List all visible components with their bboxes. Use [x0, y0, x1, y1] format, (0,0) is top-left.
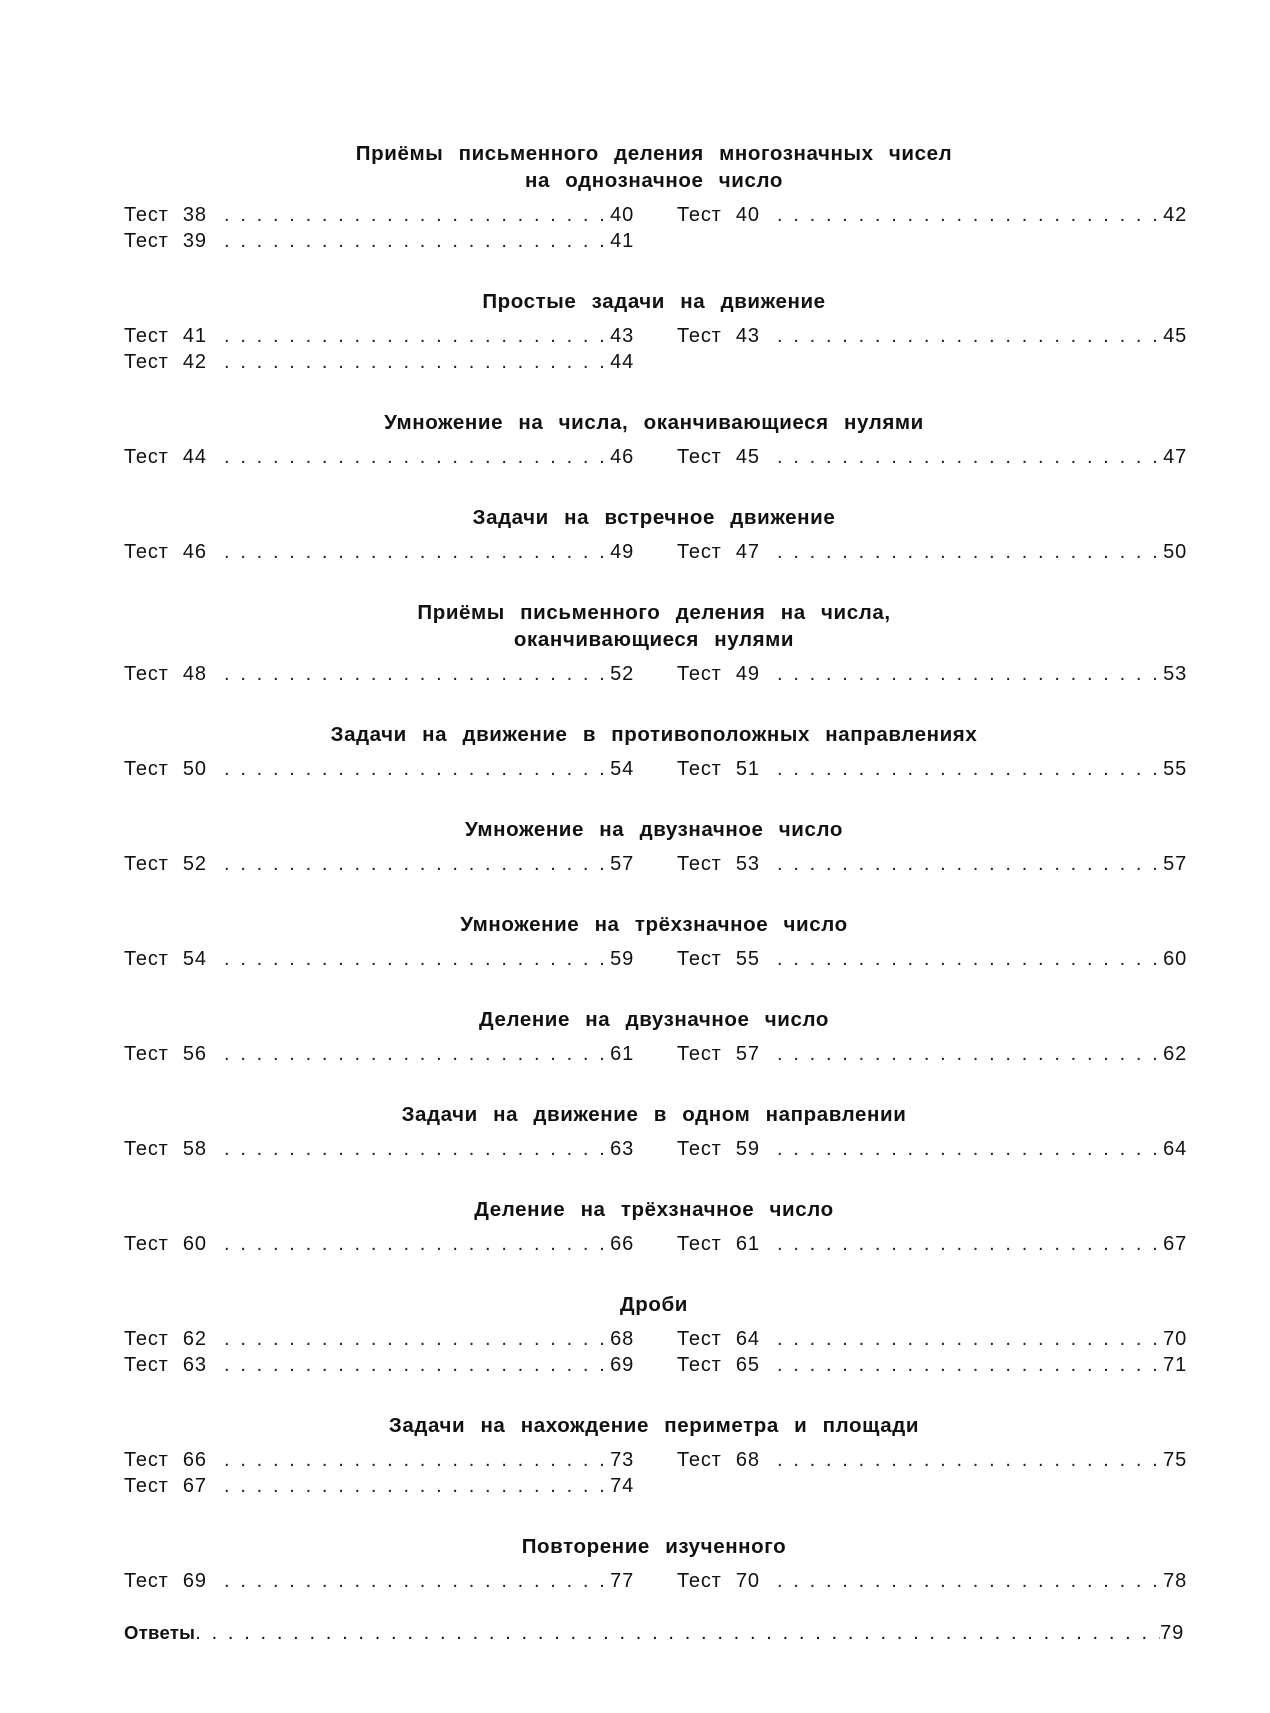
toc-entry[interactable]	[124, 228, 634, 254]
entry-label: Тест 55	[677, 948, 760, 970]
toc-entry[interactable]	[677, 756, 1187, 782]
toc-entry[interactable]	[124, 349, 634, 375]
toc-entry[interactable]	[677, 539, 1187, 565]
entry-column	[124, 756, 634, 782]
entry-label: Тест 68	[677, 1449, 760, 1471]
dot-leader	[224, 323, 608, 349]
entry-label: Тест 52	[124, 853, 207, 875]
toc-entry[interactable]	[124, 1447, 634, 1473]
dot-leader	[777, 444, 1161, 470]
dot-leader	[777, 1231, 1161, 1257]
entry-label: Тест 60	[124, 1233, 207, 1255]
entry-page-number: 44	[610, 351, 634, 373]
entry-label: Тест 61	[677, 1233, 760, 1255]
dot-leader	[224, 1447, 608, 1473]
entry-column	[677, 851, 1187, 877]
entry-row	[124, 851, 1187, 877]
entry-column	[677, 1231, 1187, 1257]
entry-column	[677, 202, 1187, 228]
entry-column	[124, 946, 634, 972]
toc-entry[interactable]	[677, 444, 1187, 470]
entry-row	[124, 1136, 1187, 1162]
entry-page-number: 53	[1163, 663, 1187, 685]
toc-section	[124, 140, 1187, 254]
section-title	[124, 1006, 1184, 1033]
section-title-line: Приёмы письменного деления на числа,	[417, 601, 891, 624]
toc-entry[interactable]	[124, 1326, 634, 1352]
entry-page-number: 49	[610, 541, 634, 563]
section-title-line: Деление на двузначное число	[479, 1008, 829, 1031]
toc-entry[interactable]	[124, 661, 634, 687]
entry-page-number: 74	[610, 1475, 634, 1497]
answers-page-number: 79	[1160, 1622, 1184, 1644]
toc-section	[124, 1006, 1187, 1067]
toc-entry[interactable]	[124, 202, 634, 228]
dot-leader	[777, 539, 1161, 565]
entry-column	[677, 756, 1187, 782]
dot-leader	[224, 756, 608, 782]
dot-leader	[777, 202, 1161, 228]
section-title-line: Умножение на трёхзначное число	[460, 913, 848, 936]
section-entries	[124, 851, 1187, 877]
section-entries	[124, 661, 1187, 687]
entry-label: Тест 66	[124, 1449, 207, 1471]
toc-entry[interactable]	[124, 539, 634, 565]
toc-entry[interactable]	[677, 1041, 1187, 1067]
entry-row	[124, 202, 1187, 228]
toc-entry[interactable]	[124, 851, 634, 877]
entry-row	[124, 1326, 1187, 1352]
dot-leader	[777, 851, 1161, 877]
entry-label: Тест 69	[124, 1570, 207, 1592]
entry-row	[124, 1568, 1187, 1594]
section-title	[124, 1101, 1184, 1128]
section-entries	[124, 202, 1187, 254]
dot-leader	[224, 946, 608, 972]
entry-column	[124, 323, 634, 349]
dot-leader	[224, 851, 608, 877]
section-entries	[124, 756, 1187, 782]
toc-entry[interactable]	[677, 661, 1187, 687]
entry-label: Тест 41	[124, 325, 207, 347]
section-title	[124, 504, 1184, 531]
toc-entry[interactable]	[124, 946, 634, 972]
dot-leader	[224, 1041, 608, 1067]
entry-column	[677, 1136, 1187, 1162]
section-title-line: Задачи на движение в противоположных направлениях	[330, 723, 978, 746]
toc-section	[124, 911, 1187, 972]
toc-sections	[124, 140, 1187, 1594]
section-entries	[124, 1568, 1187, 1594]
toc-entry[interactable]	[677, 851, 1187, 877]
entry-page-number: 59	[610, 948, 634, 970]
entry-column	[124, 202, 634, 228]
entry-column	[677, 323, 1187, 349]
toc-section	[124, 816, 1187, 877]
dot-leader	[777, 661, 1161, 687]
entry-page-number: 62	[1163, 1043, 1187, 1065]
entry-column	[677, 539, 1187, 565]
entry-label: Тест 56	[124, 1043, 207, 1065]
section-title-line: на однозначное число	[525, 169, 783, 192]
dot-leader	[224, 349, 608, 375]
entry-column	[124, 349, 634, 375]
entry-column	[124, 1041, 634, 1067]
entry-label: Тест 62	[124, 1328, 207, 1350]
dot-leader	[224, 661, 608, 687]
entry-column	[124, 539, 634, 565]
entry-label: Тест 50	[124, 758, 207, 780]
entry-column	[677, 1447, 1187, 1473]
entry-page-number: 60	[1163, 948, 1187, 970]
entry-column	[124, 444, 634, 470]
toc-section	[124, 288, 1187, 375]
entry-column	[124, 1231, 634, 1257]
entry-column	[677, 946, 1187, 972]
toc-entry[interactable]	[124, 444, 634, 470]
toc-entry[interactable]	[124, 1352, 634, 1378]
entry-column	[124, 661, 634, 687]
entry-label: Тест 70	[677, 1570, 760, 1592]
section-title-line: Приёмы письменного деления многозначных чисел	[355, 142, 953, 165]
section-entries	[124, 1231, 1187, 1257]
entry-label: Тест 47	[677, 541, 760, 563]
entry-page-number: 55	[1163, 758, 1187, 780]
answers-label: Ответы	[124, 1622, 196, 1643]
entry-column	[124, 1136, 634, 1162]
entry-label: Тест 58	[124, 1138, 207, 1160]
entry-label: Тест 40	[677, 204, 760, 226]
toc-section	[124, 1412, 1187, 1499]
entry-page-number: 47	[1163, 446, 1187, 468]
dot-leader	[777, 1136, 1161, 1162]
entry-label: Тест 48	[124, 663, 207, 685]
entry-label: Тест 42	[124, 351, 207, 373]
toc-entry[interactable]	[124, 1136, 634, 1162]
section-title	[124, 1291, 1184, 1318]
entry-page-number: 64	[1163, 1138, 1187, 1160]
entry-row	[124, 323, 1187, 349]
entry-label: Тест 65	[677, 1354, 760, 1376]
entry-label: Тест 63	[124, 1354, 207, 1376]
section-title	[124, 816, 1184, 843]
toc-entry[interactable]	[677, 1231, 1187, 1257]
entry-label: Тест 54	[124, 948, 207, 970]
toc-entry[interactable]	[677, 946, 1187, 972]
table-of-contents	[124, 140, 1187, 1646]
section-entries	[124, 444, 1187, 470]
toc-entry[interactable]	[677, 1136, 1187, 1162]
section-title	[124, 1533, 1184, 1560]
dot-leader	[777, 323, 1161, 349]
section-title	[124, 288, 1184, 315]
section-title-line: Задачи на движение в одном направлении	[401, 1103, 907, 1126]
dot-leader	[195, 1620, 1160, 1646]
entry-page-number: 70	[1163, 1328, 1187, 1350]
toc-entry[interactable]	[124, 756, 634, 782]
entry-label: Тест 67	[124, 1475, 207, 1497]
section-title-line: Умножение на двузначное число	[465, 818, 843, 841]
entry-label: Тест 49	[677, 663, 760, 685]
toc-entry[interactable]	[124, 323, 634, 349]
toc-section	[124, 721, 1187, 782]
entry-page-number: 61	[610, 1043, 634, 1065]
section-entries	[124, 1447, 1187, 1499]
entry-page-number: 71	[1163, 1354, 1187, 1376]
dot-leader	[224, 228, 608, 254]
entry-row	[124, 756, 1187, 782]
entry-row	[124, 1231, 1187, 1257]
entry-page-number: 75	[1163, 1449, 1187, 1471]
toc-answers-entry[interactable]	[124, 1620, 1184, 1646]
entry-page-number: 78	[1163, 1570, 1187, 1592]
section-entries	[124, 1326, 1187, 1378]
entry-column	[124, 1352, 634, 1378]
dot-leader	[777, 1326, 1161, 1352]
dot-leader	[777, 756, 1161, 782]
entry-column	[677, 1352, 1187, 1378]
entry-label: Тест 44	[124, 446, 207, 468]
toc-entry[interactable]	[677, 1326, 1187, 1352]
entry-page-number: 68	[610, 1328, 634, 1350]
entry-page-number: 63	[610, 1138, 634, 1160]
toc-section	[124, 1196, 1187, 1257]
entry-column	[124, 1473, 634, 1499]
dot-leader	[224, 1326, 608, 1352]
dot-leader	[777, 1352, 1161, 1378]
entry-label: Тест 45	[677, 446, 760, 468]
entry-label: Тест 64	[677, 1328, 760, 1350]
dot-leader	[224, 1568, 608, 1594]
entry-page-number: 45	[1163, 325, 1187, 347]
entry-row	[124, 539, 1187, 565]
entry-page-number: 42	[1163, 204, 1187, 226]
dot-leader	[224, 539, 608, 565]
dot-leader	[777, 1041, 1161, 1067]
entry-row	[124, 661, 1187, 687]
dot-leader	[777, 1447, 1161, 1473]
entry-column	[677, 661, 1187, 687]
section-entries	[124, 323, 1187, 375]
dot-leader	[224, 444, 608, 470]
toc-section	[124, 1101, 1187, 1162]
toc-section	[124, 1533, 1187, 1594]
section-title-line: Задачи на нахождение периметра и площади	[388, 1414, 920, 1437]
entry-page-number: 41	[610, 230, 634, 252]
entry-column	[677, 1041, 1187, 1067]
entry-column	[124, 1326, 634, 1352]
entry-row	[124, 946, 1187, 972]
entry-page-number: 40	[610, 204, 634, 226]
section-title	[124, 409, 1184, 436]
entry-label: Тест 51	[677, 758, 760, 780]
section-entries	[124, 1136, 1187, 1162]
toc-entry[interactable]	[677, 202, 1187, 228]
section-title-line: Повторение изученного	[521, 1535, 787, 1558]
entry-page-number: 67	[1163, 1233, 1187, 1255]
entry-column	[124, 228, 634, 254]
entry-page-number: 73	[610, 1449, 634, 1471]
entry-label: Тест 53	[677, 853, 760, 875]
entry-label: Тест 57	[677, 1043, 760, 1065]
toc-entry[interactable]	[677, 1352, 1187, 1378]
section-title	[124, 1196, 1184, 1223]
entry-label: Тест 39	[124, 230, 207, 252]
entry-column	[677, 444, 1187, 470]
entry-column	[124, 851, 634, 877]
section-title-line: оканчивающиеся нулями	[513, 628, 795, 651]
section-title-line: Простые задачи на движение	[482, 290, 826, 313]
toc-entry[interactable]	[677, 323, 1187, 349]
toc-entry[interactable]	[124, 1473, 634, 1499]
dot-leader	[777, 1568, 1161, 1594]
section-entries	[124, 539, 1187, 565]
section-title	[124, 721, 1184, 748]
section-title-line: Умножение на числа, оканчивающиеся нулями	[384, 411, 924, 434]
entry-column	[124, 1447, 634, 1473]
entry-page-number: 43	[610, 325, 634, 347]
toc-section	[124, 1291, 1187, 1378]
toc-section	[124, 504, 1187, 565]
toc-entry[interactable]	[124, 1568, 634, 1594]
entry-page-number: 50	[1163, 541, 1187, 563]
toc-entry[interactable]	[677, 1447, 1187, 1473]
dot-leader	[224, 1352, 608, 1378]
toc-entry[interactable]	[677, 1568, 1187, 1594]
entry-row	[124, 228, 1184, 254]
entry-row	[124, 1473, 1184, 1499]
section-entries	[124, 1041, 1187, 1067]
entry-page-number: 77	[610, 1570, 634, 1592]
entry-column	[677, 1568, 1187, 1594]
entry-row	[124, 1352, 1187, 1378]
entry-label: Тест 38	[124, 204, 207, 226]
section-entries	[124, 946, 1187, 972]
entry-page-number: 57	[610, 853, 634, 875]
section-title-line: Задачи на встречное движение	[472, 506, 836, 529]
toc-entry[interactable]	[124, 1231, 634, 1257]
entry-column	[124, 1568, 634, 1594]
section-title	[124, 1412, 1184, 1439]
entry-row	[124, 444, 1187, 470]
entry-page-number: 54	[610, 758, 634, 780]
entry-row	[124, 349, 1184, 375]
entry-row	[124, 1447, 1187, 1473]
entry-page-number: 66	[610, 1233, 634, 1255]
entry-page-number: 57	[1163, 853, 1187, 875]
section-title	[124, 911, 1184, 938]
entry-row	[124, 1041, 1187, 1067]
dot-leader	[224, 1231, 608, 1257]
dot-leader	[224, 1473, 608, 1499]
entry-page-number: 46	[610, 446, 634, 468]
section-title-line: Дроби	[620, 1293, 688, 1316]
toc-entry[interactable]	[124, 1041, 634, 1067]
toc-section	[124, 409, 1187, 470]
toc-section	[124, 599, 1187, 687]
section-title	[124, 599, 1184, 653]
entry-page-number: 52	[610, 663, 634, 685]
dot-leader	[224, 1136, 608, 1162]
entry-column	[677, 1326, 1187, 1352]
entry-page-number: 69	[610, 1354, 634, 1376]
section-title-line: Деление на трёхзначное число	[474, 1198, 834, 1221]
section-title	[124, 140, 1184, 194]
entry-label: Тест 46	[124, 541, 207, 563]
entry-label: Тест 59	[677, 1138, 760, 1160]
dot-leader	[777, 946, 1161, 972]
dot-leader	[224, 202, 608, 228]
entry-label: Тест 43	[677, 325, 760, 347]
